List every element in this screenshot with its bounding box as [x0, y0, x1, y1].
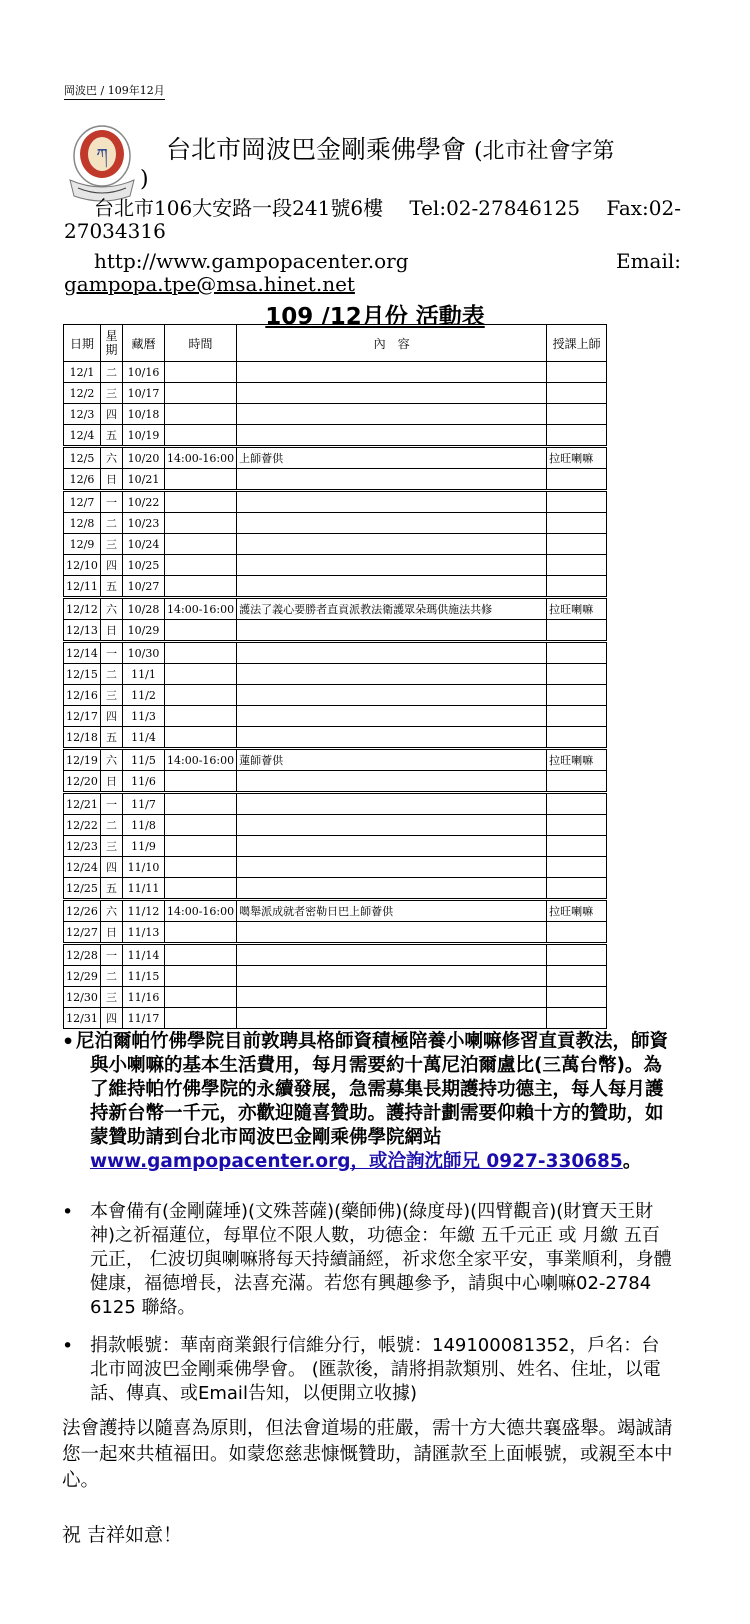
row-content — [237, 1008, 547, 1029]
row-time — [165, 620, 237, 642]
row-tibetan-date: 11/4 — [123, 727, 165, 749]
schedule-row — [64, 966, 607, 987]
row-tibetan-date: 10/19 — [123, 425, 165, 447]
schedule-row — [64, 922, 607, 944]
row-weekday: 三 — [101, 987, 123, 1008]
row-content — [237, 513, 547, 534]
row-content: 上師薈供 — [237, 447, 547, 469]
schedule-row — [64, 836, 607, 857]
schedule-row — [64, 685, 607, 706]
row-content — [237, 793, 547, 815]
address-block — [64, 197, 681, 243]
row-tibetan-date: 11/11 — [123, 878, 165, 900]
row-date: 12/19 — [64, 749, 101, 771]
row-tibetan-date: 11/10 — [123, 857, 165, 878]
row-date: 12/4 — [64, 425, 101, 447]
schedule-row — [64, 447, 607, 469]
row-teacher — [547, 857, 607, 878]
row-weekday: 二 — [101, 362, 123, 383]
row-tibetan-date: 11/6 — [123, 771, 165, 793]
row-teacher — [547, 1008, 607, 1029]
row-content — [237, 534, 547, 555]
row-weekday: 四 — [101, 857, 123, 878]
row-content — [237, 836, 547, 857]
schedule-row — [64, 404, 607, 425]
row-content — [237, 425, 547, 447]
row-date: 12/13 — [64, 620, 101, 642]
row-weekday: 四 — [101, 555, 123, 576]
row-weekday: 日 — [101, 922, 123, 944]
row-content: 蓮師薈供 — [237, 749, 547, 771]
row-time — [165, 685, 237, 706]
blessing: 祝 吉祥如意！ — [62, 1524, 183, 1546]
row-content — [237, 491, 547, 513]
row-teacher: 拉旺喇嘛 — [547, 598, 607, 620]
row-weekday: 日 — [101, 771, 123, 793]
row-weekday: 六 — [101, 900, 123, 922]
row-teacher — [547, 469, 607, 491]
row-weekday: 三 — [101, 383, 123, 404]
row-tibetan-date: 10/24 — [123, 534, 165, 555]
row-time — [165, 513, 237, 534]
row-time — [165, 469, 237, 491]
bullet-icon: • — [62, 1031, 75, 1053]
row-date: 12/18 — [64, 727, 101, 749]
svg-text:ཀ: ཀ — [96, 145, 108, 164]
row-date: 12/27 — [64, 922, 101, 944]
row-time — [165, 944, 237, 966]
row-tibetan-date: 11/12 — [123, 900, 165, 922]
row-weekday: 二 — [101, 815, 123, 836]
row-tibetan-date: 11/17 — [123, 1008, 165, 1029]
row-date: 12/14 — [64, 642, 101, 664]
row-tibetan-date: 10/29 — [123, 620, 165, 642]
row-content — [237, 685, 547, 706]
row-content — [237, 922, 547, 944]
row-weekday: 一 — [101, 642, 123, 664]
schedule-row — [64, 362, 607, 383]
row-time — [165, 425, 237, 447]
note-blessing-text: 本會備有(金剛薩埵)(文殊菩薩)(藥師佛)(綠度母)(四臂觀音)(財寶天王財神)之祈福蓮位，每單位不限人數，功德金：年繳 五千元正 或 月繳 五百元正， 仁波切與喇嘛將每天持續誦經，祈求您全家平安，事業順利，身體健康，福德增長，法喜充滿。若您有興趣參予，請與中心喇嘛02-2784 6125 聯絡。 — [90, 1201, 672, 1318]
schedule-row — [64, 664, 607, 685]
row-date: 12/6 — [64, 469, 101, 491]
bullet-icon: • — [62, 1201, 74, 1223]
row-time — [165, 727, 237, 749]
row-date: 12/7 — [64, 491, 101, 513]
row-content — [237, 771, 547, 793]
row-tibetan-date: 10/18 — [123, 404, 165, 425]
row-time — [165, 404, 237, 425]
schedule-row — [64, 944, 607, 966]
row-time — [165, 815, 237, 836]
schedule-row — [64, 425, 607, 447]
row-teacher — [547, 966, 607, 987]
schedule-row — [64, 878, 607, 900]
row-date: 12/21 — [64, 793, 101, 815]
row-teacher — [547, 944, 607, 966]
notes-section — [62, 1030, 674, 1547]
support-link[interactable]: www.gampopacenter.org，或洽詢沈師兄 0927-330685 — [90, 1151, 623, 1172]
row-tibetan-date: 10/21 — [123, 469, 165, 491]
row-date: 12/12 — [64, 598, 101, 620]
row-teacher — [547, 491, 607, 513]
row-content — [237, 642, 547, 664]
row-date: 12/29 — [64, 966, 101, 987]
row-weekday: 二 — [101, 966, 123, 987]
row-date: 12/15 — [64, 664, 101, 685]
row-time — [165, 771, 237, 793]
row-weekday: 日 — [101, 469, 123, 491]
row-teacher — [547, 664, 607, 685]
row-weekday: 六 — [101, 447, 123, 469]
schedule-row — [64, 1008, 607, 1029]
contact-block — [64, 250, 681, 296]
row-date: 12/23 — [64, 836, 101, 857]
row-time: 14:00-16:00 — [165, 598, 237, 620]
schedule-row — [64, 555, 607, 576]
row-date: 12/8 — [64, 513, 101, 534]
row-weekday: 五 — [101, 576, 123, 598]
row-content — [237, 664, 547, 685]
row-teacher: 拉旺喇嘛 — [547, 749, 607, 771]
header-weekday — [101, 325, 123, 362]
row-date: 12/20 — [64, 771, 101, 793]
row-weekday: 六 — [101, 598, 123, 620]
row-date: 12/10 — [64, 555, 101, 576]
row-time — [165, 987, 237, 1008]
email-link[interactable]: gampopa.tpe@msa.hinet.net — [64, 272, 355, 296]
row-date: 12/16 — [64, 685, 101, 706]
row-weekday: 五 — [101, 727, 123, 749]
row-content — [237, 555, 547, 576]
row-date: 12/26 — [64, 900, 101, 922]
row-content — [237, 706, 547, 727]
row-teacher — [547, 685, 607, 706]
row-tibetan-date: 11/16 — [123, 987, 165, 1008]
row-tibetan-date: 10/20 — [123, 447, 165, 469]
row-teacher — [547, 727, 607, 749]
row-time — [165, 706, 237, 727]
row-teacher — [547, 576, 607, 598]
schedule-row — [64, 469, 607, 491]
fax-continuation: 27034316 — [64, 219, 166, 243]
row-weekday: 四 — [101, 1008, 123, 1029]
note-support-end: 。 — [622, 1151, 642, 1172]
bullet-icon: • — [62, 1335, 74, 1357]
tel: Tel:02-27846125 — [409, 196, 581, 220]
row-date: 12/1 — [64, 362, 101, 383]
row-tibetan-date: 10/23 — [123, 513, 165, 534]
row-content — [237, 944, 547, 966]
schedule-row — [64, 534, 607, 555]
row-time: 14:00-16:00 — [165, 749, 237, 771]
row-tibetan-date: 11/3 — [123, 706, 165, 727]
row-teacher — [547, 793, 607, 815]
row-teacher — [547, 534, 607, 555]
website[interactable]: http://www.gampopacenter.org — [94, 249, 409, 273]
row-tibetan-date: 10/27 — [123, 576, 165, 598]
row-content — [237, 620, 547, 642]
row-weekday: 日 — [101, 620, 123, 642]
row-time — [165, 1008, 237, 1029]
schedule-row — [64, 576, 607, 598]
row-content — [237, 966, 547, 987]
row-time — [165, 857, 237, 878]
row-content — [237, 987, 547, 1008]
row-weekday: 三 — [101, 534, 123, 555]
row-tibetan-date: 11/9 — [123, 836, 165, 857]
row-weekday: 一 — [101, 944, 123, 966]
row-content — [237, 383, 547, 404]
schedule-row — [64, 749, 607, 771]
row-tibetan-date: 11/8 — [123, 815, 165, 836]
fax: Fax:02- — [606, 196, 681, 220]
schedule-row — [64, 727, 607, 749]
header-content: 內 容 — [237, 325, 547, 362]
row-tibetan-date: 11/1 — [123, 664, 165, 685]
header-date: 日期 — [64, 325, 101, 362]
row-time — [165, 664, 237, 685]
row-teacher — [547, 513, 607, 534]
row-time — [165, 383, 237, 404]
row-content — [237, 362, 547, 383]
row-tibetan-date: 11/14 — [123, 944, 165, 966]
note-blessing-lotus — [62, 1200, 674, 1320]
row-content — [237, 469, 547, 491]
gampopa-emblem-icon — [64, 122, 140, 206]
schedule-row — [64, 987, 607, 1008]
schedule-row — [64, 383, 607, 404]
row-teacher — [547, 922, 607, 944]
schedule-row — [64, 900, 607, 922]
row-teacher — [547, 555, 607, 576]
note-donation-account — [62, 1334, 674, 1406]
row-date: 12/22 — [64, 815, 101, 836]
schedule-row — [64, 815, 607, 836]
row-weekday: 四 — [101, 706, 123, 727]
row-tibetan-date: 11/15 — [123, 966, 165, 987]
schedule-row — [64, 513, 607, 534]
row-teacher: 拉旺喇嘛 — [547, 900, 607, 922]
schedule-header-row — [64, 325, 607, 362]
schedule-title: 109 /12月份 活動表 — [265, 304, 485, 330]
row-time — [165, 642, 237, 664]
row-tibetan-date: 10/28 — [123, 598, 165, 620]
row-teacher — [547, 383, 607, 404]
row-date: 12/11 — [64, 576, 101, 598]
row-content: 護法了義心要勝者直貢派教法衛護眾朵瑪供施法共修 — [237, 598, 547, 620]
row-teacher — [547, 706, 607, 727]
row-teacher: 拉旺喇嘛 — [547, 447, 607, 469]
header-time: 時間 — [165, 325, 237, 362]
closing-paragraph: 法會護持以隨喜為原則，但法會道場的莊嚴，需十方大德共襄盛舉。竭誠請您一起來共植福田。如蒙您慈悲慷慨贊助，請匯款至上面帳號，或親至本中心。 — [62, 1418, 673, 1491]
row-content — [237, 857, 547, 878]
org-title-continuation: ) — [140, 167, 149, 192]
row-time — [165, 922, 237, 944]
row-time — [165, 534, 237, 555]
row-time — [165, 878, 237, 900]
schedule-row — [64, 642, 607, 664]
org-title — [166, 130, 615, 166]
row-date: 12/17 — [64, 706, 101, 727]
header-tibetan-date: 藏曆 — [123, 325, 165, 362]
row-tibetan-date: 10/25 — [123, 555, 165, 576]
row-content — [237, 878, 547, 900]
schedule-row — [64, 857, 607, 878]
row-teacher — [547, 620, 607, 642]
header-weekday-text: 星期 — [105, 329, 118, 357]
note-donation-text: 捐款帳號：華南商業銀行信維分行，帳號：149100081352，戶名：台北市岡波巴金剛乘佛學會。 (匯款後，請將捐款類別、姓名、住址，以電話、傳真、或Email告知，以便開立收據) — [90, 1335, 661, 1404]
row-content — [237, 815, 547, 836]
row-time: 14:00-16:00 — [165, 900, 237, 922]
schedule-row — [64, 598, 607, 620]
row-teacher — [547, 642, 607, 664]
schedule-row — [64, 706, 607, 727]
row-teacher — [547, 836, 607, 857]
row-time — [165, 576, 237, 598]
row-date: 12/30 — [64, 987, 101, 1008]
row-weekday: 五 — [101, 425, 123, 447]
row-date: 12/28 — [64, 944, 101, 966]
row-weekday: 二 — [101, 664, 123, 685]
note-support-academy — [62, 1030, 674, 1174]
org-title-main: 台北市岡波巴金剛乘佛學會 — [166, 135, 467, 164]
schedule-row — [64, 620, 607, 642]
row-teacher — [547, 815, 607, 836]
row-content — [237, 727, 547, 749]
row-content — [237, 576, 547, 598]
row-weekday: 五 — [101, 878, 123, 900]
row-time — [165, 555, 237, 576]
address: 台北市106大安路一段241號6樓 — [94, 196, 384, 220]
row-weekday: 一 — [101, 793, 123, 815]
row-time — [165, 362, 237, 383]
row-date: 12/31 — [64, 1008, 101, 1029]
schedule-row — [64, 491, 607, 513]
note-support-text: 尼泊爾帕竹佛學院目前敦聘具格師資積極陪養小喇嘛修習直貢教法，師資與小喇嘛的基本生活費用，每月需要約十萬尼泊爾盧比(三萬台幣)。為了維持帕竹佛學院的永續發展，急需募集長期護持功德主，每人每月護持新台幣一千元，亦歡迎隨喜贊助。護持計劃需要仰賴十方的贊助，如蒙贊助請到台北市岡波巴金剛乘佛學院網站 — [76, 1031, 669, 1148]
row-tibetan-date: 10/17 — [123, 383, 165, 404]
row-weekday: 四 — [101, 404, 123, 425]
row-time — [165, 836, 237, 857]
row-teacher — [547, 771, 607, 793]
row-date: 12/25 — [64, 878, 101, 900]
row-weekday: 三 — [101, 685, 123, 706]
row-tibetan-date: 10/30 — [123, 642, 165, 664]
schedule-row — [64, 771, 607, 793]
row-date: 12/9 — [64, 534, 101, 555]
row-tibetan-date: 10/16 — [123, 362, 165, 383]
schedule-row — [64, 793, 607, 815]
row-time — [165, 793, 237, 815]
row-weekday: 二 — [101, 513, 123, 534]
row-tibetan-date: 11/2 — [123, 685, 165, 706]
row-date: 12/2 — [64, 383, 101, 404]
row-time: 14:00-16:00 — [165, 447, 237, 469]
row-weekday: 六 — [101, 749, 123, 771]
schedule-table — [63, 324, 607, 1029]
org-title-paren: (北市社會字第 — [473, 139, 615, 164]
row-teacher — [547, 425, 607, 447]
header-teacher: 授課上師 — [547, 325, 607, 362]
row-content — [237, 404, 547, 425]
row-weekday: 三 — [101, 836, 123, 857]
row-content: 噶舉派成就者密勒日巴上師薈供 — [237, 900, 547, 922]
row-tibetan-date: 10/22 — [123, 491, 165, 513]
row-teacher — [547, 362, 607, 383]
row-weekday: 一 — [101, 491, 123, 513]
row-tibetan-date: 11/5 — [123, 749, 165, 771]
row-teacher — [547, 987, 607, 1008]
row-teacher — [547, 878, 607, 900]
row-teacher — [547, 404, 607, 425]
email-label: Email: — [615, 249, 681, 273]
header-note: 岡波巴 / 109年12月 — [64, 82, 165, 100]
row-date: 12/5 — [64, 447, 101, 469]
row-time — [165, 491, 237, 513]
row-time — [165, 966, 237, 987]
row-tibetan-date: 11/7 — [123, 793, 165, 815]
row-tibetan-date: 11/13 — [123, 922, 165, 944]
row-date: 12/3 — [64, 404, 101, 425]
row-date: 12/24 — [64, 857, 101, 878]
